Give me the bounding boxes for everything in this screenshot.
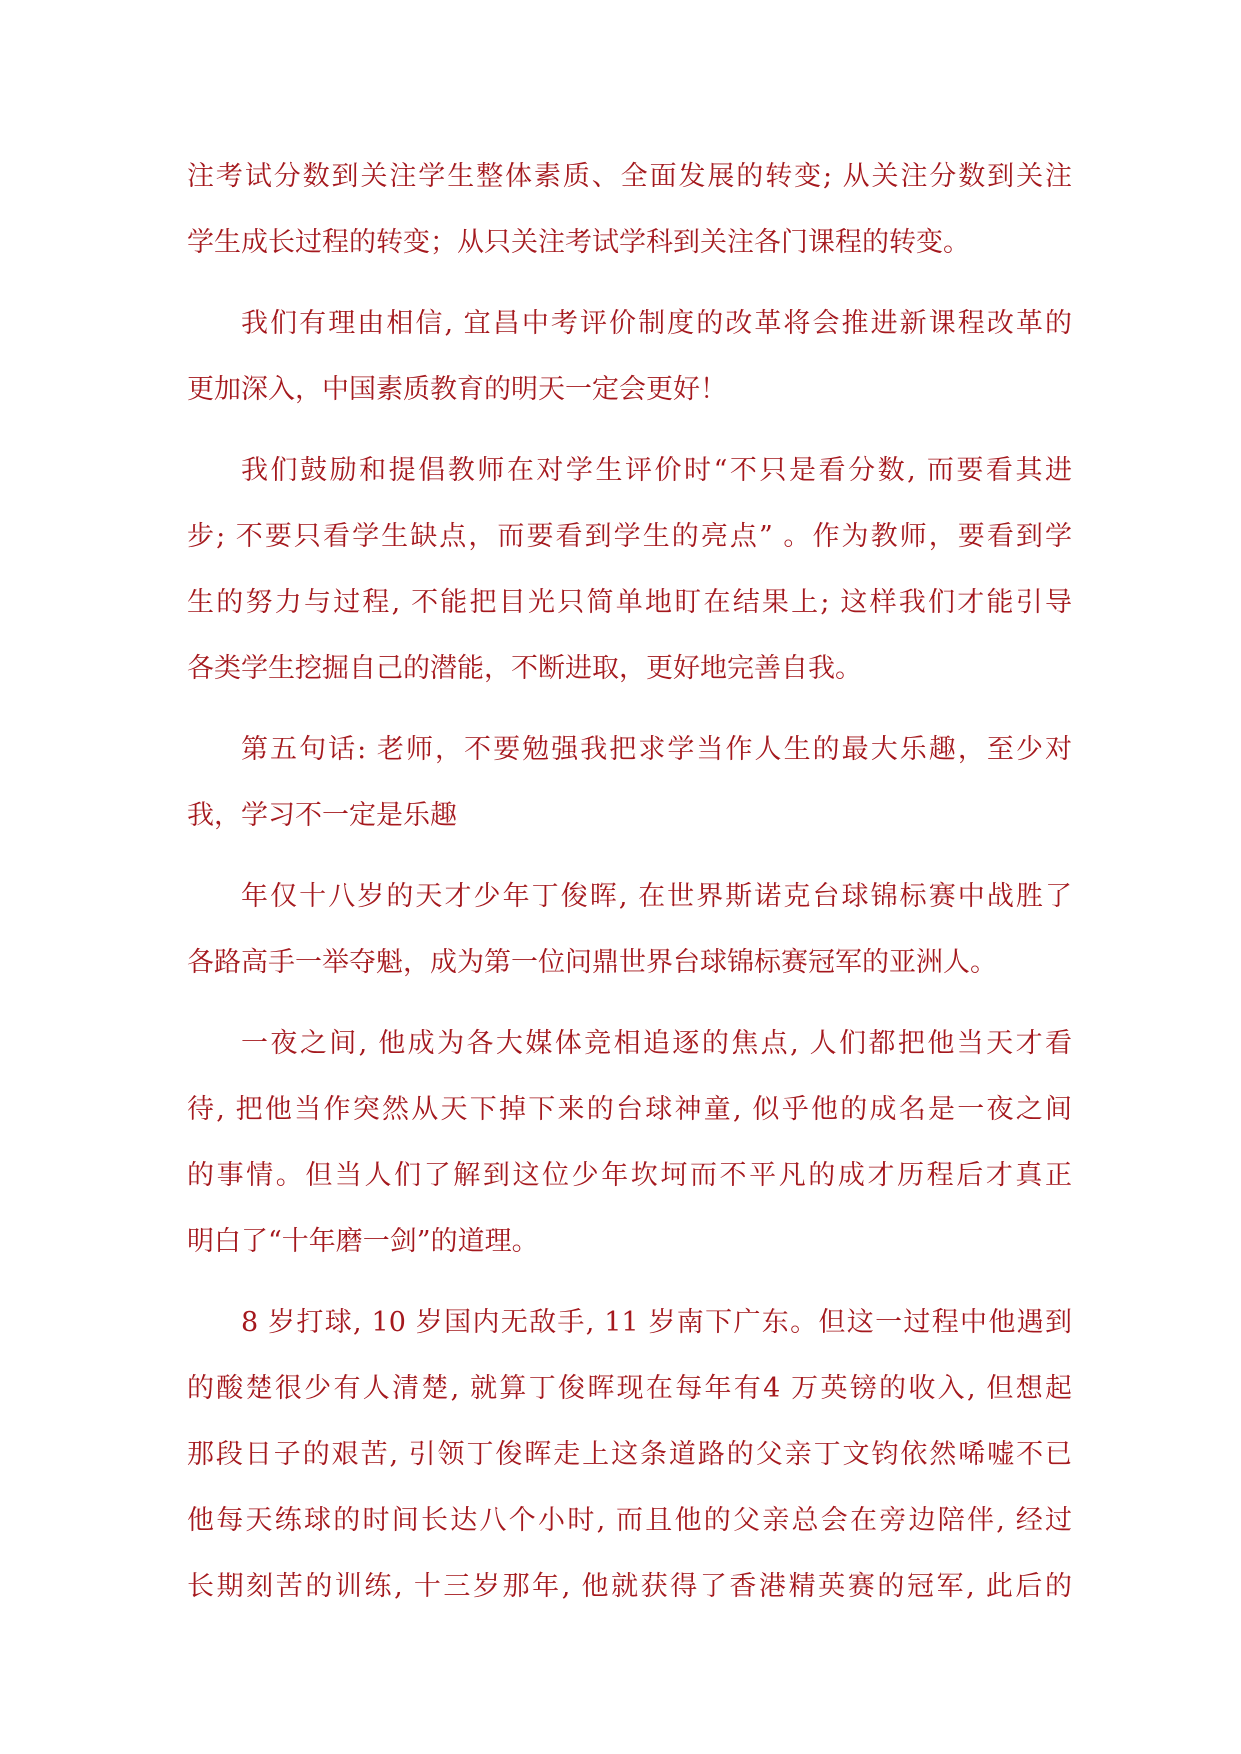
text-line: 生的努力与过程, 不能把目光只简单地盯在结果上; 这样我们才能引导 — [187, 587, 1072, 618]
text-line: 学生成长过程的转变；从只关注考试学科到关注各门课程的转变。 — [187, 227, 970, 258]
text-line: 注考试分数到关注学生整体素质、全面发展的转变; 从关注分数到关注 — [187, 161, 1072, 192]
text-line: 各路高手一举夺魁，成为第一位问鼎世界台球锦标赛冠军的亚洲人。 — [187, 947, 997, 978]
text-line: 长期刻苦的训练, 十三岁那年, 他就获得了香港精英赛的冠军, 此后的 — [187, 1571, 1072, 1602]
text-line: 步; 不要只看学生缺点，而要看到学生的亮点” 。作为教师，要看到学 — [187, 521, 1072, 552]
text-line: 我们鼓励和提倡教师在对学生评价时“不只是看分数, 而要看其进 — [241, 455, 1072, 486]
text-line: 他每天练球的时间长达八个小时, 而且他的父亲总会在旁边陪伴, 经过 — [187, 1505, 1072, 1536]
text-line: 待, 把他当作突然从天下掉下来的台球神童, 似乎他的成名是一夜之间 — [187, 1094, 1072, 1125]
text-line: 我们有理由相信, 宜昌中考评价制度的改革将会推进新课程改革的 — [241, 308, 1072, 339]
text-line: 明白了“十年磨一剑”的道理。 — [187, 1226, 539, 1257]
text-line: 8 岁打球, 10 岁国内无敌手, 11 岁南下广东。但这一过程中他遇到 — [241, 1307, 1072, 1338]
text-line: 年仅十八岁的天才少年丁俊晖, 在世界斯诺克台球锦标赛中战胜了 — [241, 881, 1072, 912]
text-line: 各类学生挖掘自己的潜能，不断进取，更好地完善自我。 — [187, 653, 862, 684]
text-line: 第五句话: 老师，不要勉强我把求学当作人生的最大乐趣，至少对 — [241, 734, 1072, 765]
text-line: 更加深入，中国素质教育的明天一定会更好！ — [187, 374, 727, 405]
body-text — [187, 158, 1072, 1634]
text-line: 的事情。但当人们了解到这位少年坎坷而不平凡的成才历程后才真正 — [187, 1160, 1072, 1191]
text-line: 一夜之间, 他成为各大媒体竞相追逐的焦点, 人们都把他当天才看 — [241, 1028, 1072, 1059]
text-line: 的酸楚很少有人清楚, 就算丁俊晖现在每年有4 万英镑的收入, 但想起 — [187, 1373, 1072, 1404]
text-line: 我，学习不一定是乐趣 — [187, 800, 457, 831]
text-line: 那段日子的艰苦, 引领丁俊晖走上这条道路的父亲丁文钧依然唏嘘不已 — [187, 1439, 1072, 1470]
